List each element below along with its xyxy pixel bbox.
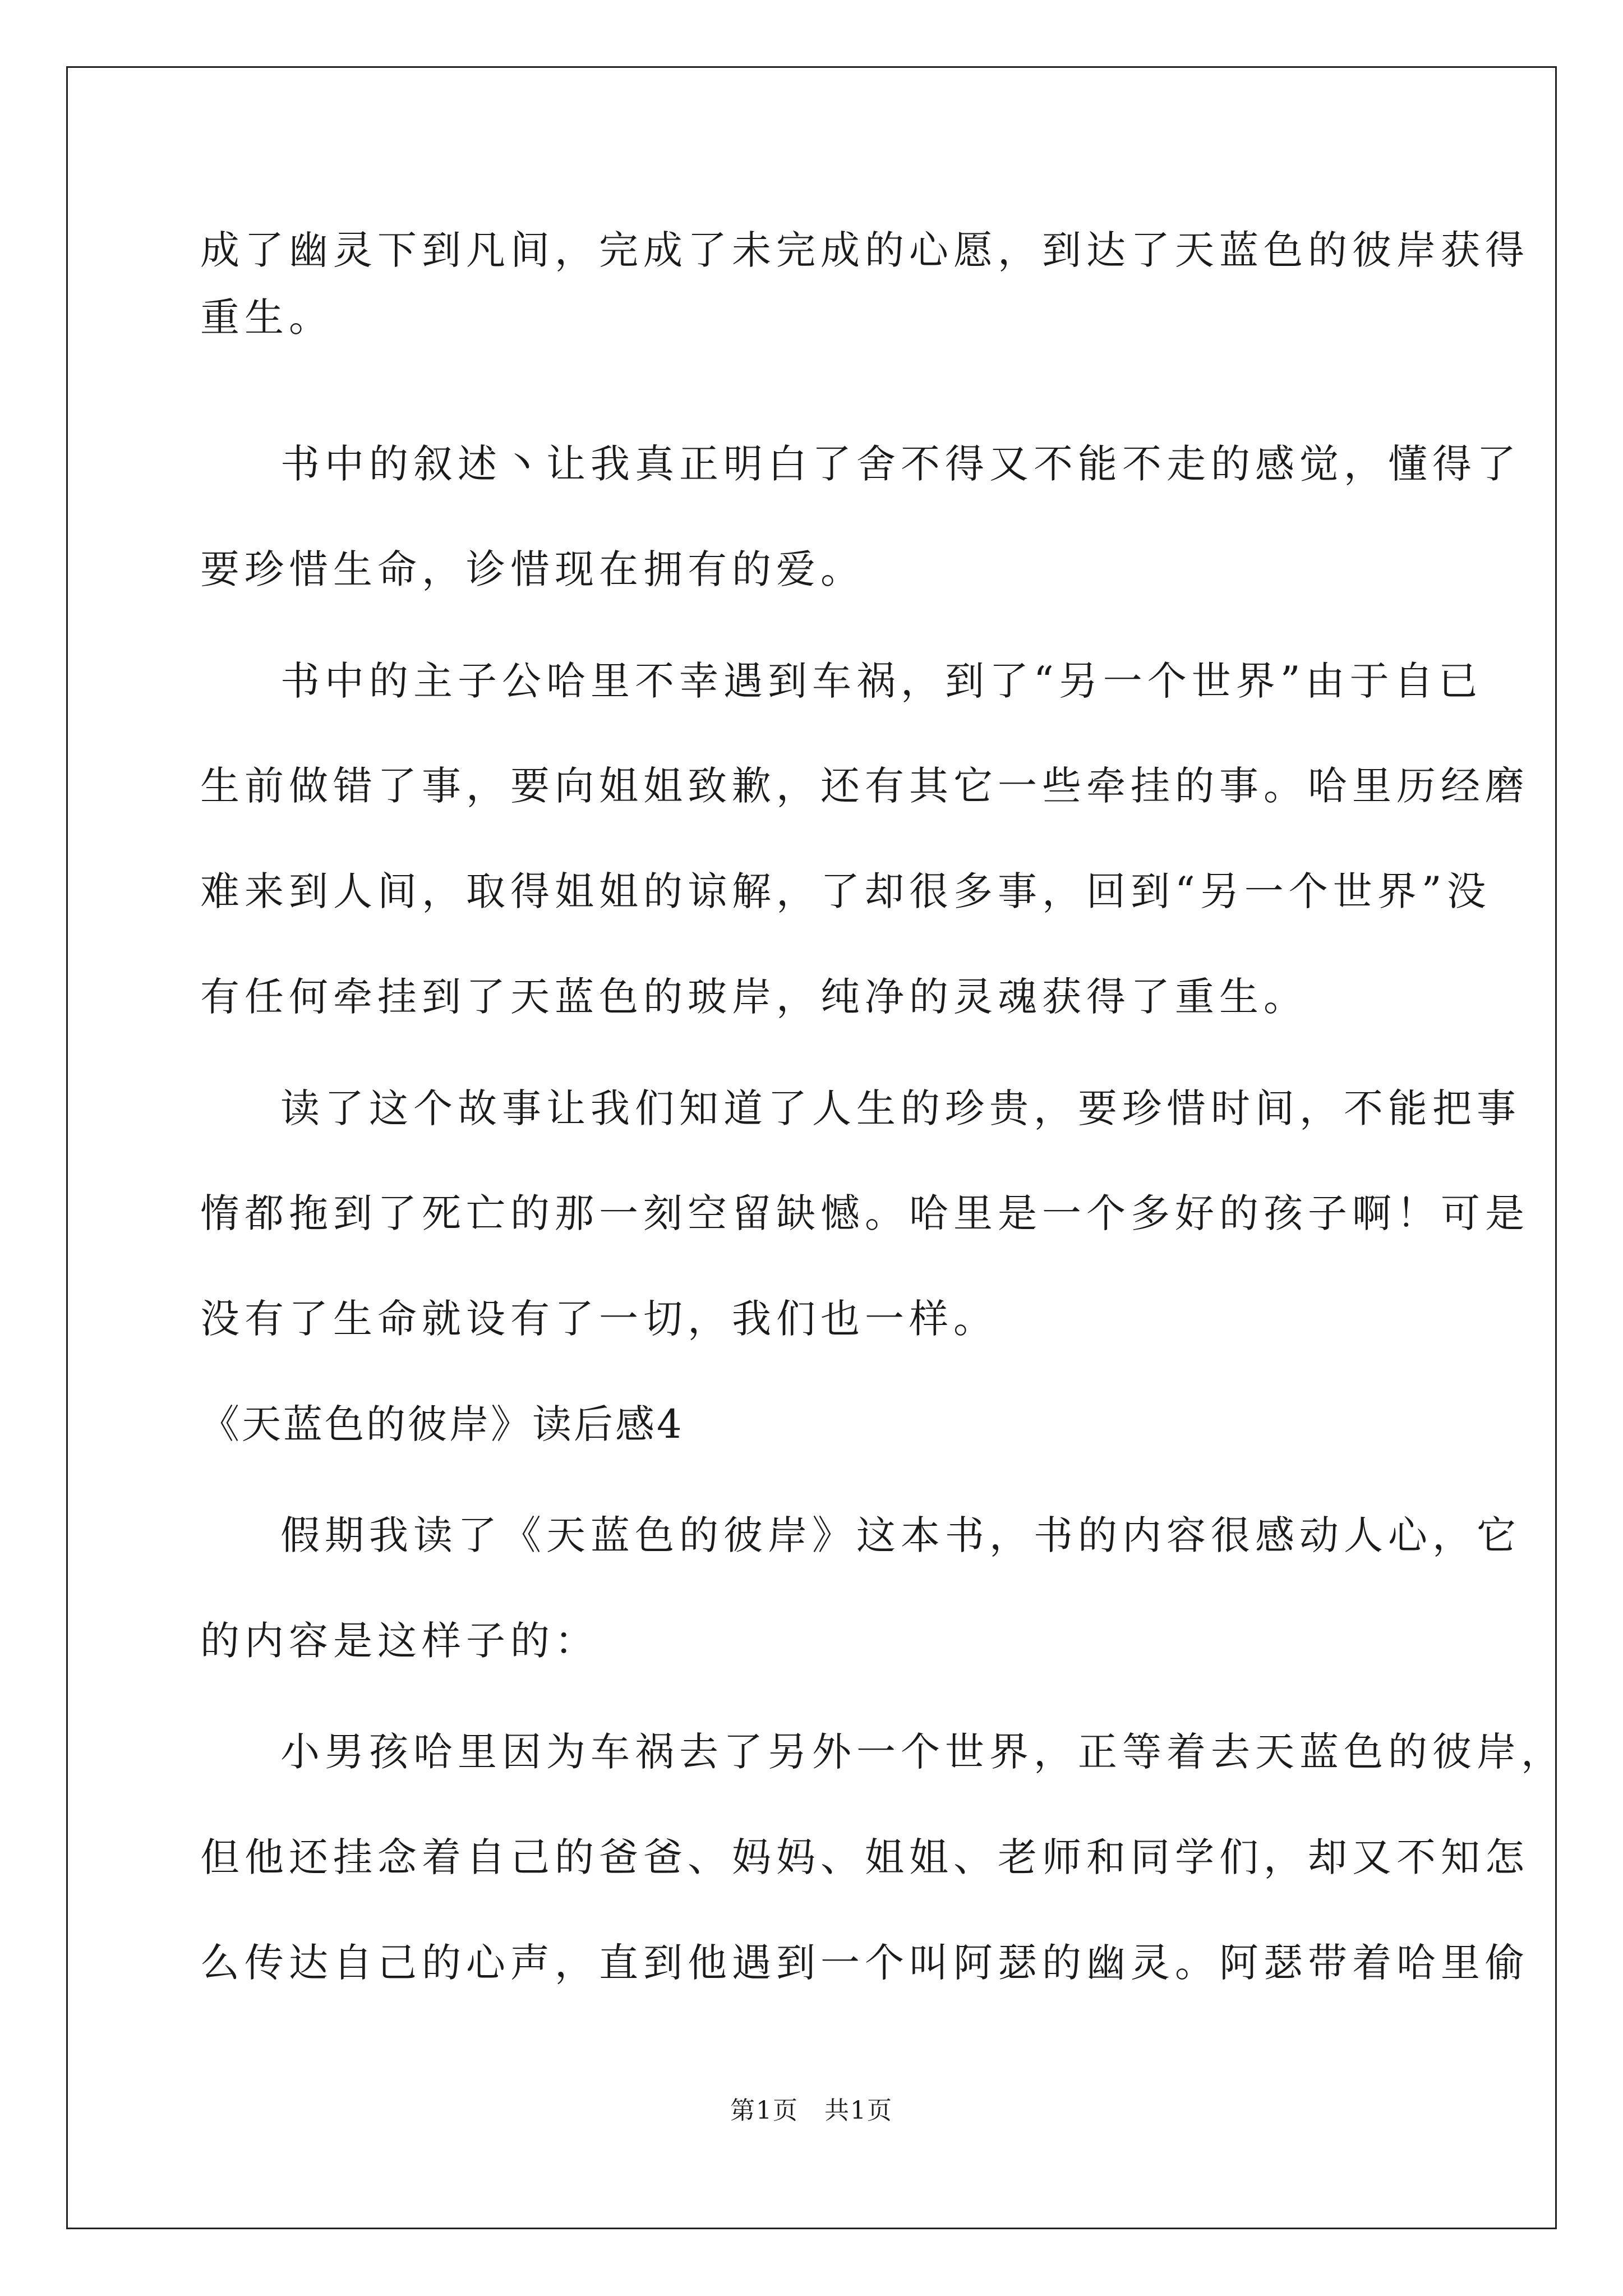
section-heading: 《天蓝色的彼岸》读后感4: [200, 1401, 684, 1447]
body-text-line: 要珍惜生命，诊惜现在拥有的爱。: [200, 546, 865, 592]
paragraph-first-line: 小男孩哈里因为车祸去了另外一个世界，正等着去天蓝色的彼岸，: [280, 1729, 1565, 1775]
body-text-line: 有任何牵挂到了天蓝色的玻岸，纯净的灵魂获得了重生。: [200, 974, 1308, 1020]
page-border: [66, 66, 1557, 2229]
body-text-line: 重生。: [200, 295, 333, 341]
paragraph-first-line: 假期我读了《天蓝色的彼岸》这本书，书的内容很感动人心，它: [280, 1512, 1521, 1558]
body-text-line: 难来到人间，取得姐姐的谅解，了却很多事，回到“另一个世界”没: [200, 868, 1491, 914]
paragraph-first-line: 书中的叙述丶让我真正明白了舍不得又不能不走的感觉，懂得了: [280, 441, 1521, 487]
body-text-line: 惰都拖到了死亡的那一刻空留缺憾。哈里是一个多好的孩子啊！可是: [200, 1190, 1529, 1236]
paragraph-first-line: 读了这个故事让我们知道了人生的珍贵，要珍惜时间，不能把事: [280, 1085, 1521, 1131]
paragraph-first-line: 书中的主子公哈里不幸遇到车祸，到了“另一个世界”由于自已: [280, 658, 1483, 704]
page-footer: 第1页 共1页: [730, 2096, 893, 2125]
body-text-line: 成了幽灵下到凡间，完成了未完成的心愿，到达了天蓝色的彼岸获得: [200, 227, 1529, 273]
body-text-line: 的内容是这样子的：: [200, 1618, 599, 1664]
body-text-line: 没有了生命就设有了一切，我们也一样。: [200, 1296, 998, 1342]
body-text-line: 但他还挂念着自己的爸爸、妈妈、姐姐、老师和同学们，却又不知怎: [200, 1834, 1529, 1880]
body-text-line: 生前做错了事，要向姐姐致歉，还有其它一些牵挂的事。哈里历经磨: [200, 763, 1529, 809]
body-text-line: 么传达自己的心声，直到他遇到一个叫阿瑟的幽灵。阿瑟带着哈里偷: [200, 1940, 1529, 1986]
